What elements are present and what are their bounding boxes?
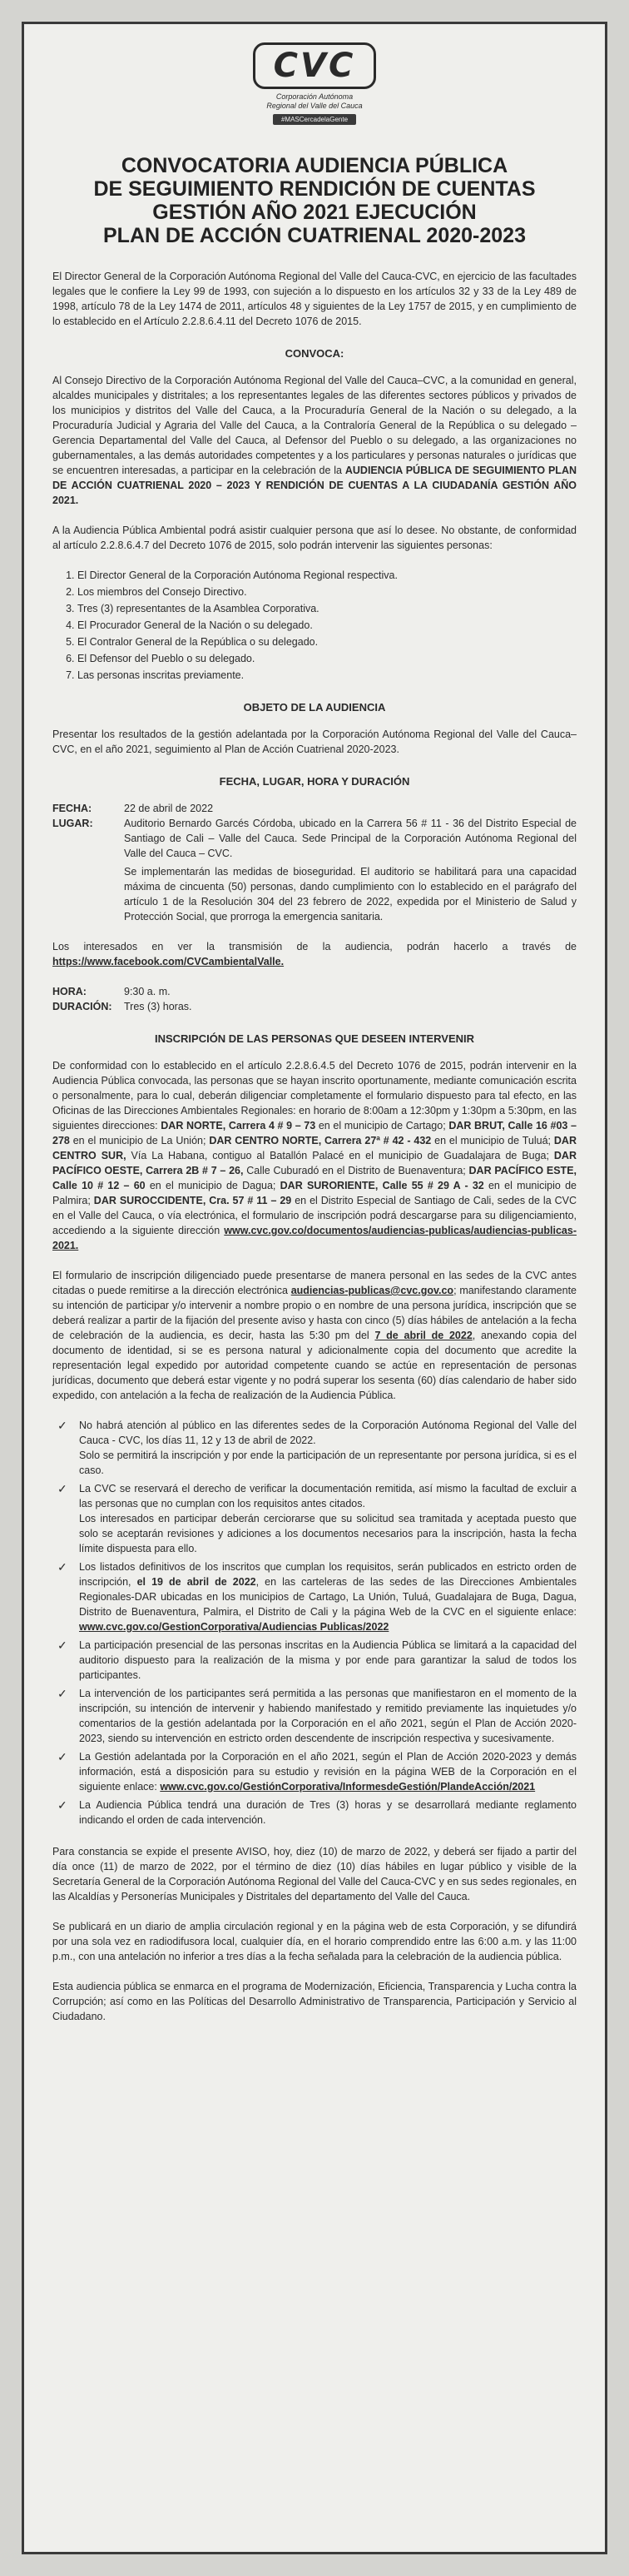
list-item: 2. Los miembros del Consejo Directivo.: [77, 584, 577, 599]
lugar-address: Auditorio Bernardo Garcés Córdoba, ubicado en la Carrera 56 # 11 - 36 del Distrito Especial de Santiago de Cali – Valle del Cauca. Sede Principal de la Corporación Autónoma Regional del Valle del Cauca – CVC.: [124, 818, 577, 859]
formulario-link[interactable]: www.cvc.gov.co/documentos/audiencias-publicas/audiencias-publicas-2021.: [52, 1225, 577, 1251]
list-item: 1. El Director General de la Corporación Autónoma Regional respectiva.: [77, 568, 577, 583]
lugar-note: Se implementarán las medidas de bioseguridad. El auditorio se habilitará para una capacidad máxima de cincuenta (50) personas, dando cumplimiento con lo establecido en el parágrafo del artículo 1 de la Resolución 304 del 23 febrero de 2022, expedida por el Ministerio de Salud y Protección Social, que prorroga la emergencia sanitaria.: [124, 866, 577, 922]
list-item: [57, 1418, 577, 1478]
list-item: [57, 1686, 577, 1746]
title-line-4: PLAN DE ACCIÓN CUATRIENAL 2020-2023: [103, 224, 526, 247]
insc-text: en el municipio de Tuluá;: [434, 1135, 552, 1146]
convoca-heading: CONVOCA:: [285, 347, 344, 360]
dar-centro-norte: DAR CENTRO NORTE, Carrera 27ª # 42 - 432: [209, 1135, 432, 1146]
lugar-value: [124, 816, 577, 924]
convoca-paragraph: [52, 373, 577, 508]
insc-text: Vía La Habana, contiguo al Batallón Palacé en el municipio de Guadalajara de Buga;: [131, 1150, 549, 1161]
check-text: No habrá atención al público en las diferentes sedes de la Corporación Autónoma Regional del Valle del Cauca - CVC, los días 11, 12 y 13 de abril de 2022.: [79, 1420, 577, 1446]
insc-text: en el Distrito Especial de Santiago de Cali, sedes de la CVC en el Valle del Cauca, o vía electrónica, el formulario de inscripción podrá descargarse para su diligenciamiento, accediendo a la siguiente dirección: [52, 1195, 577, 1236]
hora-value: 9:30 a. m.: [124, 986, 171, 997]
facebook-link[interactable]: https://www.facebook.com/CVCambientalValle.: [52, 956, 285, 967]
check-text: La Audiencia Pública tendrá una duración de Tres (3) horas y se desarrollará mediante reglamento indicando el orden de cada intervención.: [79, 1799, 577, 1826]
notice-title: [52, 154, 577, 247]
check-text: La CVC se reservará el derecho de verificar la documentación remitida, así mismo la facultad de excluir a las personas que no cumplan con los requisitos antes citados.: [79, 1483, 577, 1509]
convoca-text: Al Consejo Directivo de la Corporación Autónoma Regional del Valle del Cauca–CVC, a la comunidad en general, alcaldes municipales y distritales; a los representantes legales de las diferentes sectores públicos y privados de los municipios y distritos del Valle del Cauca, a la Procuraduría General de la Nación o su delegado, a la Procuraduría Judicial y Agraria del Valle del Cauca, a la Contraloría General de la República o su delegado – Gerencia Departamental del Valle del Cauca, al Defensor del Pueblo o su delegado, a las organizaciones no gubernamentales, a las demás autoridades competentes y a los particulares y personas naturales o jurídicas que se encuentren interesadas, a participar en la celebración de la: [52, 375, 577, 476]
cvc-logo: [52, 42, 577, 126]
check-text: Solo se permitirá la inscripción y por ende la participación de un representante por persona jurídica, si es el caso.: [79, 1450, 577, 1476]
fecha-label: FECHA:: [52, 803, 92, 814]
insc-text: en el municipio de Palmira;: [52, 1180, 577, 1206]
dar-centro-sur: DAR CENTRO SUR,: [52, 1135, 577, 1161]
inscripcion-heading: INSCRIPCIÓN DE LAS PERSONAS QUE DESEEN INTERVENIR: [154, 1032, 475, 1045]
listados-link[interactable]: www.cvc.gov.co/GestionCorporativa/Audiencias Publicas/2022: [79, 1621, 389, 1633]
inscripcion-paragraph-1: [52, 1058, 577, 1253]
insc-text: ; manifestando claramente su intención de participar y/o intervenir a nombre propio o en nombre de una persona jurídica, inscripción que se deberá realizar a partir de la fijación del presente aviso y hasta con cinco (5) días hábiles de antelación a la fecha de celebración de la audiencia, es decir, hasta las 5:30 pm del: [52, 1285, 577, 1341]
notice-body: [24, 24, 605, 2024]
duracion-value: Tres (3) horas.: [124, 1001, 192, 1012]
lugar-label: LUGAR:: [52, 818, 93, 829]
closing-paragraph-3: Esta audiencia pública se enmarca en el programa de Modernización, Eficiencia, Transparencia y Lucha contra la Corrupción; así como en las Políticas del Desarrollo Administrativo de Transparencia, Participación y Servicio al Ciudadano.: [52, 1981, 577, 2022]
dar-suroriente: DAR SURORIENTE, Calle 55 # 29 A - 32: [280, 1180, 484, 1191]
dar-pacifico-oeste: DAR PACÍFICO OESTE, Carrera 2B # 7 – 26,: [52, 1150, 577, 1176]
persons-list: [52, 568, 577, 683]
insc-text: Calle Cuburadó en el Distrito de Buenaventura;: [246, 1165, 466, 1176]
title-line-2: DE SEGUIMIENTO RENDICIÓN DE CUENTAS: [93, 177, 536, 201]
list-item: [57, 1559, 577, 1634]
stream-text: Los interesados en ver la transmisión de la audiencia, podrán hacerlo a través de: [52, 941, 577, 952]
cvc-logo-mark: CVC: [253, 42, 377, 89]
event-details: [52, 801, 577, 924]
list-item: 3. Tres (3) representantes de la Asamblea Corporativa.: [77, 601, 577, 616]
email-link[interactable]: audiencias-publicas@cvc.gov.co: [290, 1285, 454, 1296]
title-line-3: GESTIÓN AÑO 2021 EJECUCIÓN: [152, 201, 477, 224]
convoca-bold: AUDIENCIA PÚBLICA DE SEGUIMIENTO PLAN DE ACCIÓN CUATRIENAL 2020 – 2023 Y RENDICIÓN DE CUENTAS A LA CIUDADANÍA GESTIÓN AÑO 2021.: [52, 465, 577, 506]
check-icon: ✓: [57, 1750, 67, 1763]
list-item: 5. El Contralor General de la República o su delegado.: [77, 634, 577, 649]
plan-accion-link[interactable]: www.cvc.gov.co/GestiónCorporativa/InformesdeGestión/PlandeAcción/2021: [160, 1781, 536, 1793]
check-icon: ✓: [57, 1419, 67, 1432]
check-icon: ✓: [57, 1798, 67, 1812]
list-item: [57, 1749, 577, 1794]
closing-paragraph-2: Se publicará en un diario de amplia circulación regional y en la página web de esta Corporación, y se difundirá por una sola vez en radiodifusora local, cualquier día, en el horario comprendido entre las 6:00 a.m. y las 11:00 p.m., con una antelación no inferior a tres días a la fecha señalada para la celebración de la audiencia pública.: [52, 1921, 577, 1962]
check-text: Los listados definitivos de los inscritos que cumplan los requisitos, serán publicados en estricto orden de inscripción,: [79, 1561, 577, 1588]
intro-paragraph: El Director General de la Corporación Autónoma Regional del Valle del Cauca-CVC, en ejercicio de las facultades legales que le confiere la Ley 99 de 1993, con sujeción a lo dispuesto en los artículos 32 y 33 de la Ley 489 de 1998, artículo 78 de la Ley 1474 de 2011, artículos 48 y siguientes de la Ley 1757 de 2015, y en cumplimiento de lo establecido en el Artículo 2.2.8.6.4.11 del Decreto 1076 de 2015.: [52, 271, 577, 327]
fecha-heading: FECHA, LUGAR, HORA Y DURACIÓN: [219, 775, 410, 788]
objeto-heading: OBJETO DE LA AUDIENCIA: [243, 701, 386, 714]
check-icon: ✓: [57, 1560, 67, 1574]
list-item: [57, 1638, 577, 1683]
logo-line-1: Corporación Autónoma: [275, 92, 354, 101]
check-icon: ✓: [57, 1482, 67, 1495]
insc-text: en el municipio de La Unión;: [72, 1135, 206, 1146]
logo-tagline: #MASCercadelaGente: [273, 114, 356, 125]
stream-paragraph: [52, 939, 577, 969]
objeto-paragraph: Presentar los resultados de la gestión adelantada por la Corporación Autónoma Regional del Valle del Cauca–CVC, en el año 2021, seguimiento al Plan de Acción Cuatrienal 2020-2023.: [52, 729, 577, 755]
dar-norte: DAR NORTE, Carrera 4 # 9 – 73: [161, 1120, 316, 1131]
list-item: [57, 1798, 577, 1828]
inscripcion-paragraph-2: [52, 1268, 577, 1403]
publication-date: el 19 de abril de 2022: [136, 1576, 256, 1588]
fecha-value: 22 de abril de 2022: [124, 803, 214, 814]
dar-pacifico-este: DAR PACÍFICO ESTE, Calle 10 # 12 – 60: [52, 1165, 577, 1191]
dar-suroccidente: DAR SUROCCIDENTE, Cra. 57 # 11 – 29: [93, 1195, 292, 1206]
insc-text: en el municipio de Cartago;: [318, 1120, 446, 1131]
logo-line-2: Regional del Valle del Cauca: [266, 102, 363, 110]
deadline-date: 7 de abril de 2022: [374, 1330, 473, 1341]
list-item: 4. El Procurador General de la Nación o su delegado.: [77, 618, 577, 633]
time-details: [52, 984, 577, 1014]
check-text: La participación presencial de las personas inscritas en la Audiencia Pública se limitará a la capacidad del auditorio dispuesto para la realización de la misma y por ende para garantizar la salud de todos los participantes.: [79, 1639, 577, 1681]
closing-paragraph-1: Para constancia se expide el presente AVISO, hoy, diez (10) de marzo de 2022, y deberá ser fijado a partir del día once (11) de marzo de 2022, por el término de diez (10) días hábiles en lugar público y visible de la Secretaría General de la Corporación Autónoma Regional del Valle del Cauca-CVC y en sus sedes regionales, en las Alcaldías y Personerías Municipales y Distritales del departamento del Valle del Cauca.: [52, 1846, 577, 1902]
title-line-1: CONVOCATORIA AUDIENCIA PÚBLICA: [121, 154, 508, 177]
duracion-label: DURACIÓN:: [52, 1001, 112, 1012]
insc-text: De conformidad con lo establecido en el artículo 2.2.8.6.4.5 del Decreto 1076 de 2015, podrán intervenir en la Audiencia Pública convocada, las personas que se hayan inscrito oportunamente, mediante comunicación escrita o personalmente, para lo cual, deberán diligenciar completamente el formulario dispuesto para tal efecto, en las Oficinas de las Direcciones Ambientales Regionales: en horario de 8:00am a 12:30pm y 1:30pm a 5:30pm, en las siguientes direcciones:: [52, 1060, 577, 1131]
hora-label: HORA:: [52, 986, 87, 997]
invite-paragraph: A la Audiencia Pública Ambiental podrá asistir cualquier persona que así lo desee. No obstante, de conformidad al artículo 2.2.8.6.4.7 del Decreto 1076 de 2015, solo podrán intervenir las siguientes personas:: [52, 525, 577, 551]
conditions-list: [52, 1418, 577, 1828]
list-item: 7. Las personas inscritas previamente.: [77, 668, 577, 683]
list-item: 6. El Defensor del Pueblo o su delegado.: [77, 651, 577, 666]
check-text: La Gestión adelantada por la Corporación en el año 2021, según el Plan de Acción 2020-2023 y demás información, está a disposición para su estudio y revisión en la página WEB de la Corporación en el siguiente enlace:: [79, 1751, 577, 1793]
check-icon: ✓: [57, 1687, 67, 1700]
insc-text: en el municipio de Dagua;: [149, 1180, 276, 1191]
notice-sheet: [22, 22, 607, 2554]
check-text: Los interesados en participar deberán cerciorarse que su solicitud sea tramitada y aceptada puesto que solo se aceptarán revisiones y adiciones a los documentos necesarios para la inscripción, hasta la fecha límite dispuesta para ello.: [79, 1513, 577, 1554]
list-item: [57, 1481, 577, 1556]
check-text: La intervención de los participantes será permitida a las personas que manifiestaron en el momento de la inscripción, su intención de intervenir y habiendo manifestado y remitido previamente las inquietudes y/o comentarios de la gestión adelantada por la Corporación en el año 2021, según el Plan de Acción 2020-2023, siendo su intervención en estricto orden descendente de inscripción respectiva y sucesivamente.: [79, 1688, 577, 1744]
insc-text: , anexando copia del documento de identidad, si se es persona natural y adicionalmente copia del documento que acredite la representación legal expedido por autoridad competente cuando se actúe en representación de personas jurídicas, documento que deberá estar vigente y no podrá superar los sesenta (60) días calendario de haber sido expedido, con antelación a la fecha de realización de la Audiencia Pública.: [52, 1330, 577, 1401]
dar-brut: DAR BRUT, Calle 16 #03 – 278: [52, 1120, 577, 1146]
check-icon: ✓: [57, 1639, 67, 1652]
check-text: , en las carteleras de las sedes de las Direcciones Ambientales Regionales-DAR ubicadas en los municipios de Cartago, La Unión, Tuluá, Guadalajara de Buga, Dagua, Distrito de Buenaventura, Palmira, el Distrito de Cali y la página Web de la CVC en el siguiente enlace:: [79, 1576, 577, 1618]
insc-text: El formulario de inscripción diligenciado puede presentarse de manera personal en las sedes de la CVC antes citadas o puede remitirse a la dirección electrónica: [52, 1270, 577, 1296]
